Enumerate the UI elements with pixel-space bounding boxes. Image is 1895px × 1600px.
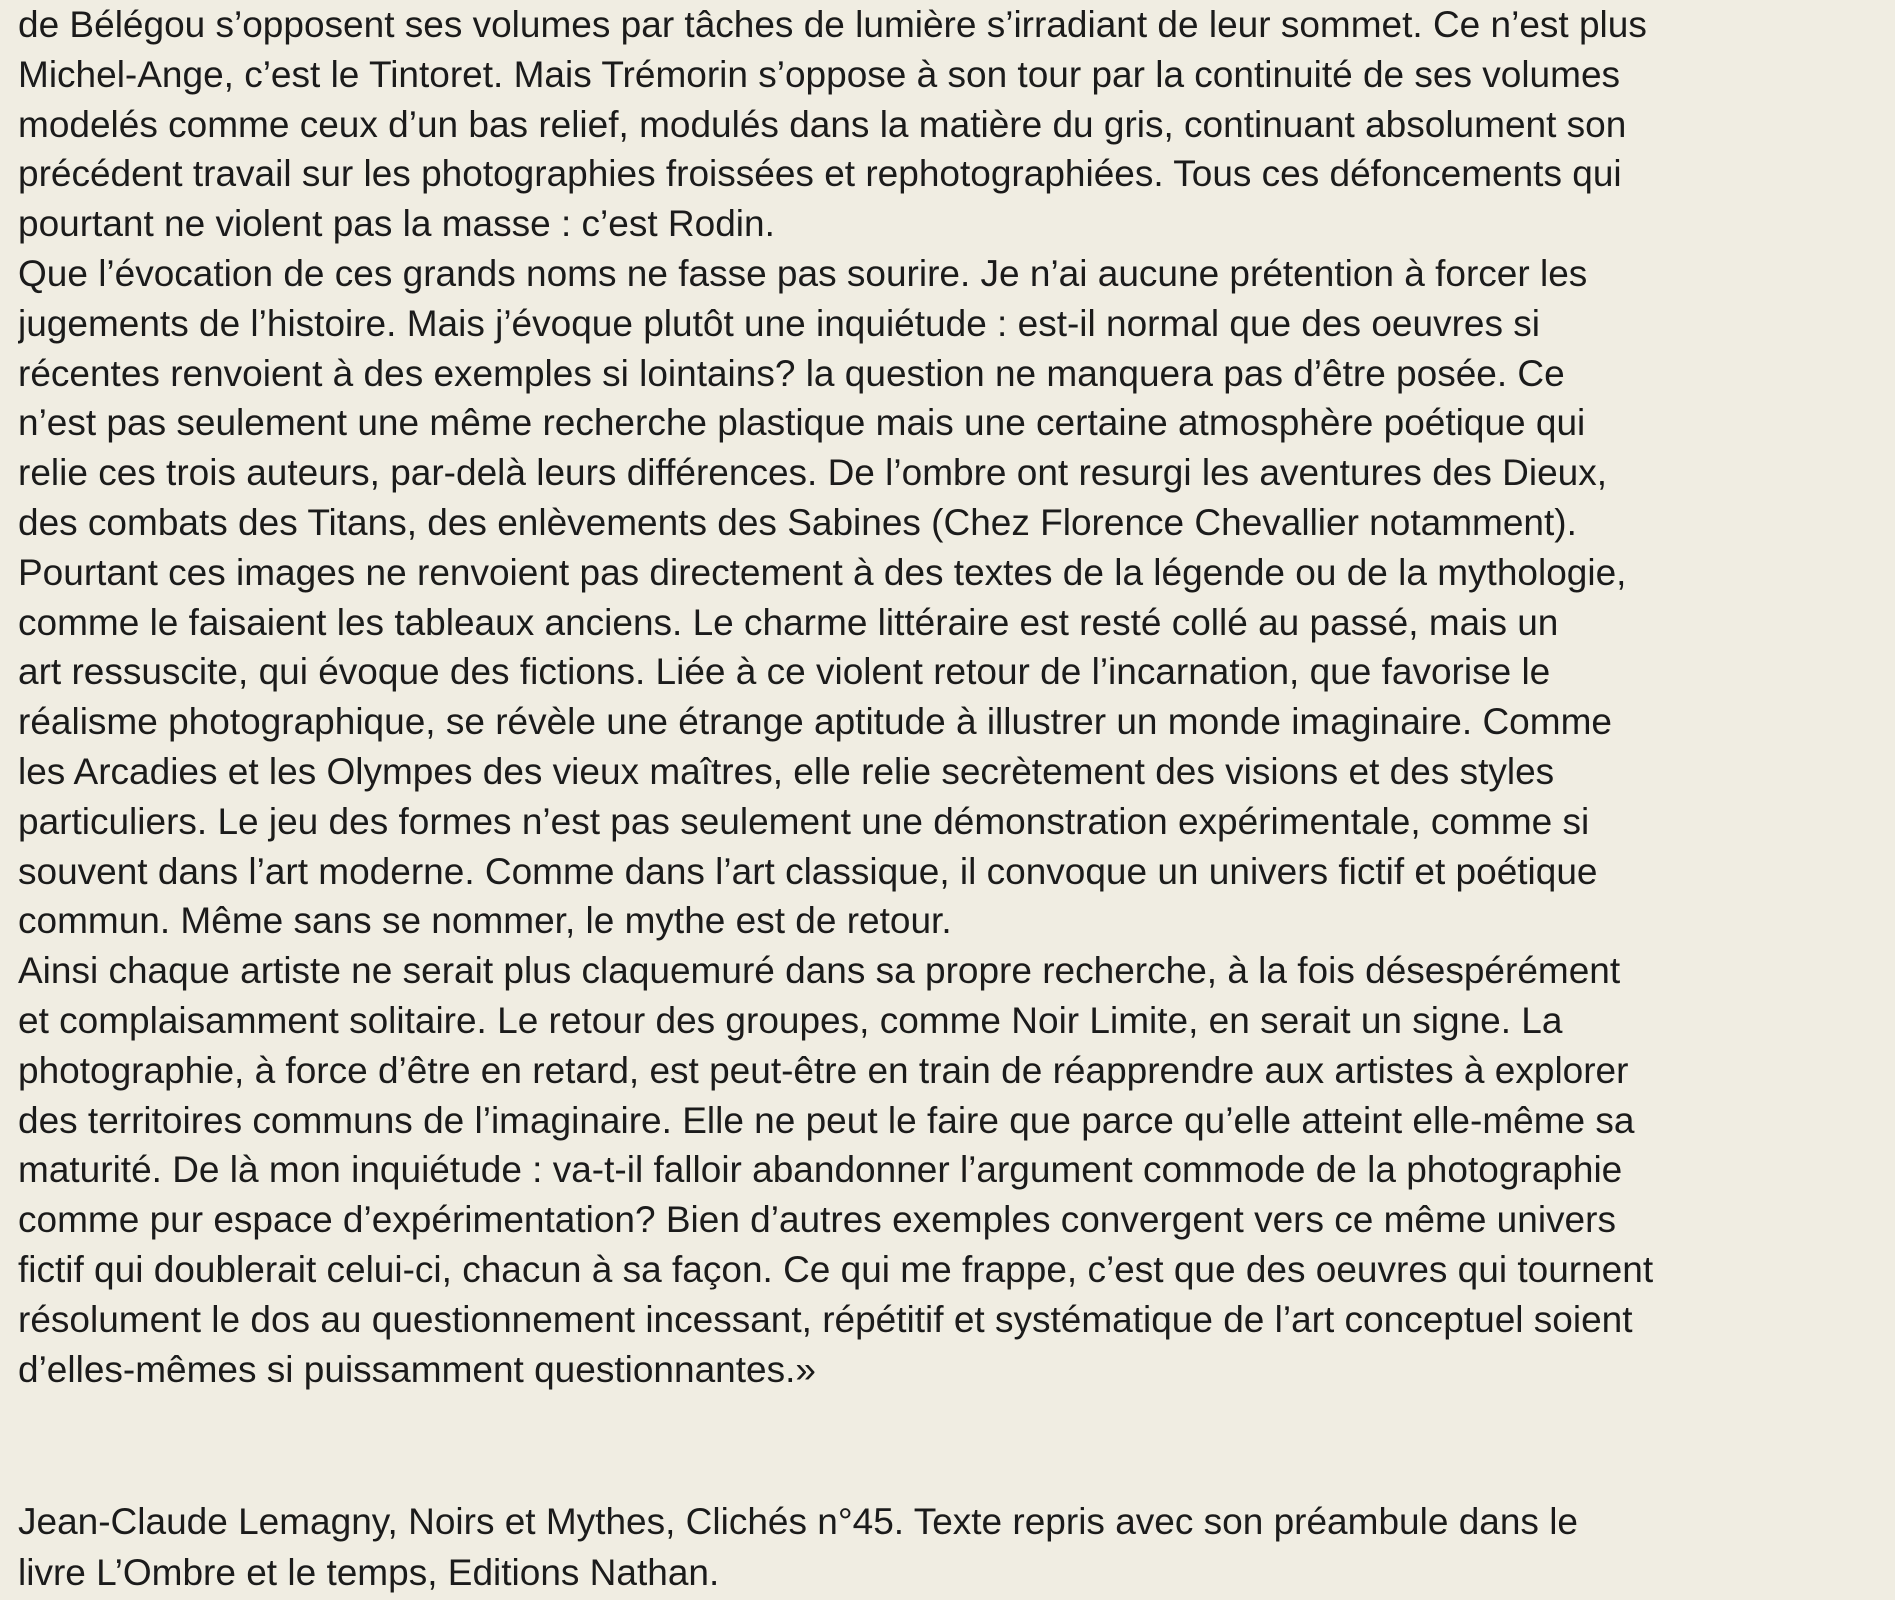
text-line: maturité. De là mon inquiétude : va-t-il falloir abandonner l’argument commode de la photographie — [18, 1149, 1623, 1191]
text-line: comme pur espace d’expérimentation? Bien d’autres exemples convergent vers ce même univers — [18, 1199, 1616, 1241]
text-line: Michel-Ange, c’est le Tintoret. Mais Trémorin s’oppose à son tour par la continuité de ses volumes — [18, 53, 1621, 95]
text-line: relie ces trois auteurs, par-delà leurs différences. De l’ombre ont resurgi les aventures des Dieux, — [18, 452, 1608, 494]
citation-line: Jean-Claude Lemagny, Noirs et Mythes, Clichés n°45. Texte repris avec son préambule dans le — [18, 1501, 1578, 1542]
text-line: Que l’évocation de ces grands noms ne fasse pas sourire. Je n’ai aucune prétention à forcer les — [18, 252, 1588, 294]
text-line: n’est pas seulement une même recherche plastique mais une certaine atmosphère poétique qui — [18, 402, 1586, 444]
text-line: souvent dans l’art moderne. Comme dans l’art classique, il convoque un univers fictif et poétique — [18, 850, 1598, 892]
text-line: réalisme photographique, se révèle une étrange aptitude à illustrer un monde imaginaire. Comme — [18, 701, 1612, 743]
text-line: jugements de l’histoire. Mais j’évoque plutôt une inquiétude : est-il normal que des oeuvres si — [18, 302, 1540, 344]
text-line: précédent travail sur les photographies froissées et rephotographiées. Tous ces défoncements qui — [18, 153, 1622, 195]
text-line: des combats des Titans, des enlèvements des Sabines (Chez Florence Chevallier notamment). — [18, 501, 1577, 543]
text-line: modelés comme ceux d’un bas relief, modulés dans la matière du gris, continuant absolument son — [18, 103, 1627, 145]
source-citation — [18, 1496, 1578, 1598]
text-line: Pourtant ces images ne renvoient pas directement à des textes de la légende ou de la mythologie, — [18, 551, 1627, 593]
text-line: fictif qui doublerait celui-ci, chacun à sa façon. Ce qui me frappe, c’est que des oeuvres qui tournent — [18, 1248, 1654, 1290]
text-line: les Arcadies et les Olympes des vieux maîtres, elle relie secrètement des visions et des styles — [18, 750, 1555, 792]
citation-line: livre L’Ombre et le temps, Editions Nathan. — [18, 1552, 720, 1593]
text-line: d’elles-mêmes si puissamment questionnantes.» — [18, 1348, 816, 1390]
text-line: Ainsi chaque artiste ne serait plus claquemuré dans sa propre recherche, à la fois désespérément — [18, 950, 1621, 992]
text-line: résolument le dos au questionnement incessant, répétitif et systématique de l’art conceptuel soient — [18, 1298, 1633, 1340]
text-line: et complaisamment solitaire. Le retour des groupes, comme Noir Limite, en serait un signe. La — [18, 999, 1563, 1041]
text-line: art ressuscite, qui évoque des fictions. Liée à ce violent retour de l’incarnation, que favorise le — [18, 651, 1551, 693]
text-line: pourtant ne violent pas la masse : c’est Rodin. — [18, 203, 775, 245]
text-line: récentes renvoient à des exemples si lointains? la question ne manquera pas d’être posée. Ce — [18, 352, 1565, 394]
document-page — [18, 0, 1878, 1600]
text-line: des territoires communs de l’imaginaire. Elle ne peut le faire que parce qu’elle atteint elle-même sa — [18, 1099, 1635, 1141]
essay-text — [18, 0, 1878, 1394]
text-line: commun. Même sans se nommer, le mythe est de retour. — [18, 900, 952, 942]
text-line: comme le faisaient les tableaux anciens. Le charme littéraire est resté collé au passé, mais un — [18, 601, 1559, 643]
text-line: de Bélégou s’opposent ses volumes par tâches de lumière s’irradiant de leur sommet. Ce n’est plus — [18, 4, 1647, 45]
text-line: photographie, à force d’être en retard, est peut-être en train de réapprendre aux artistes à explorer — [18, 1049, 1629, 1091]
text-line: particuliers. Le jeu des formes n’est pas seulement une démonstration expérimentale, comme si — [18, 800, 1590, 842]
